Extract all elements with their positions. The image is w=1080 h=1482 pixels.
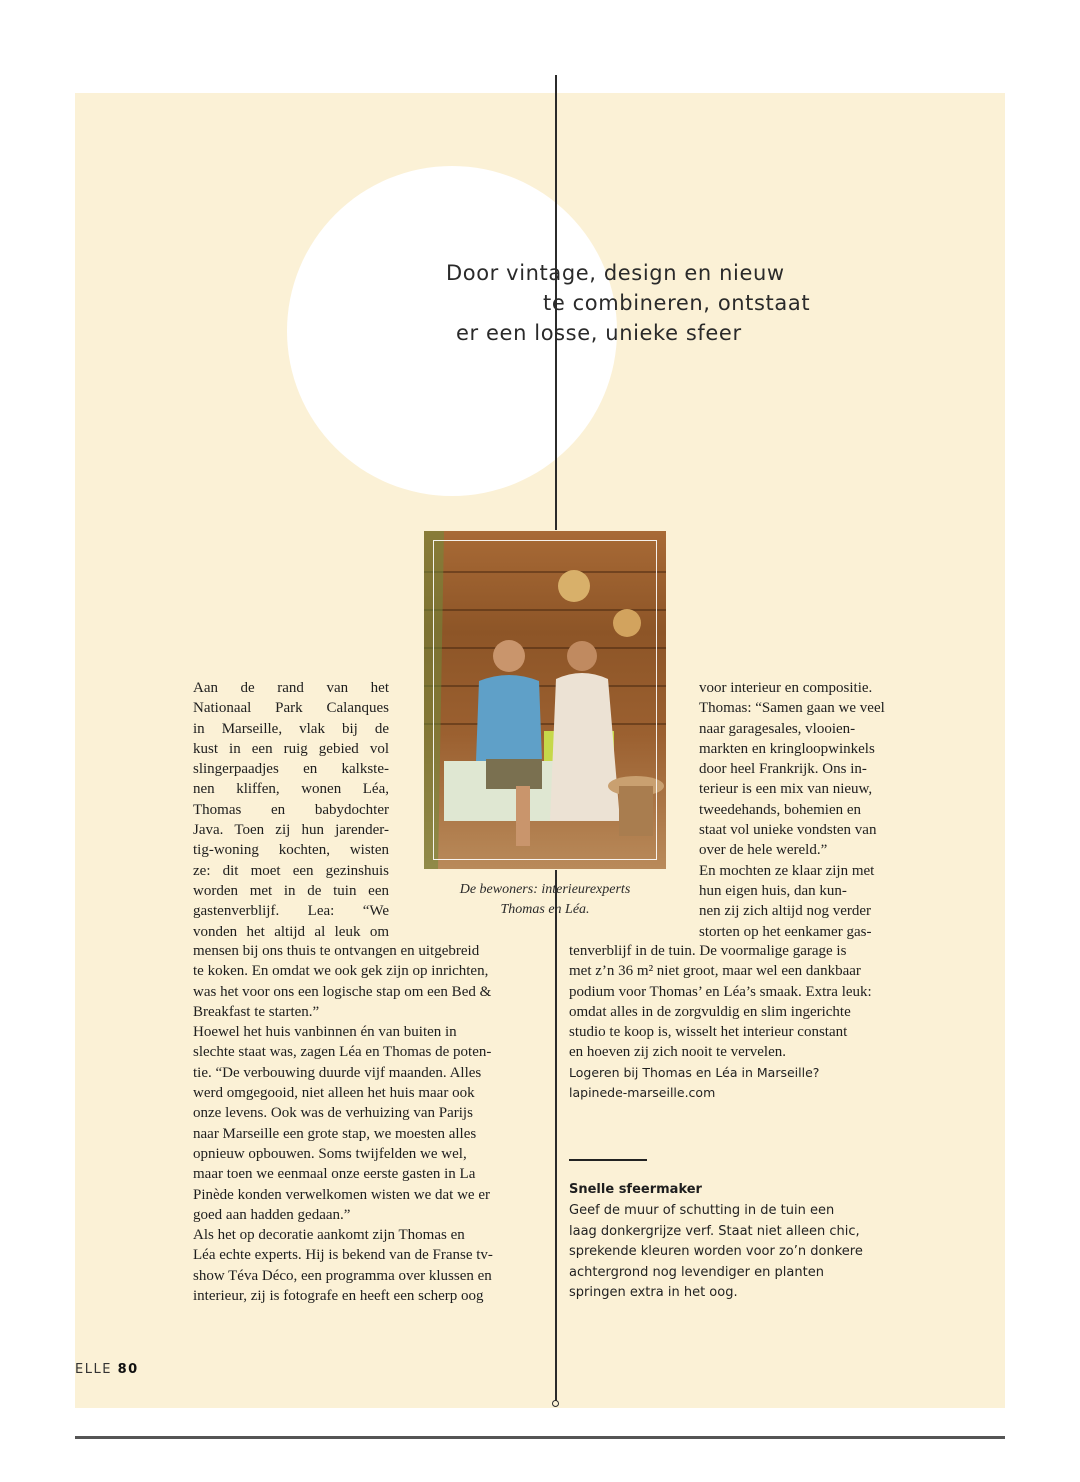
text-line: Aan de rand van het (193, 680, 389, 696)
text-line: onze levens. Ook was de verhuizing van Parijs (193, 1105, 473, 1122)
text-line: gastenverblijf. Lea: “We (193, 903, 389, 920)
text-line: in Marseille, vlak bij de (193, 720, 389, 737)
text-line: te koken. En omdat we ook gek zijn op inrichten, (193, 963, 489, 980)
text-line: studio te koop is, wisselt het interieur constant (569, 1024, 848, 1041)
text-line: tenverblijf in de tuin. De voormalige garage is (569, 943, 847, 959)
text-line: Java. Toen zij hun jarender- (193, 822, 389, 839)
folio-brand: ELLE (75, 1362, 112, 1377)
booking-link[interactable]: lapinede-marseille.com (569, 1085, 716, 1100)
text-line: werd omgegooid, niet alleen het huis maar ook (193, 1085, 475, 1102)
text-line: Nationaal Park Calanques (193, 700, 389, 717)
text-line: over de hele wereld.” (699, 842, 828, 859)
page-bottom-rule (75, 1436, 1005, 1439)
text-line: was het voor ons een logische stap om een Bed & (193, 983, 492, 1000)
text-line: tweedehands, bohemien en (699, 801, 862, 818)
text-line: hun eigen huis, dan kun- (699, 882, 847, 899)
folio-page-number: 80 (117, 1362, 139, 1377)
text-line: storten op het eenkamer gas- (699, 923, 872, 940)
left-column-main (193, 941, 543, 1306)
tip-divider (569, 1159, 647, 1161)
right-column-top (699, 678, 914, 942)
text-line: naar garagesales, vlooien- (699, 720, 856, 737)
text-line: nen kliffen, wonen Léa, (193, 781, 389, 798)
booking-note-line: Logeren bij Thomas en Léa in Marseille? (569, 1065, 820, 1080)
text-line: door heel Frankrijk. Ons in- (699, 761, 867, 778)
pull-quote-line: er een losse, unieke sfeer (456, 321, 742, 345)
text-line: Breakfast te starten.” (193, 1003, 320, 1020)
pull-quote-line: Door vintage, design en nieuw (446, 261, 785, 285)
text-line: Hoewel het huis vanbinnen én van buiten in (193, 1024, 457, 1041)
text-line: Als het op decoratie aankomt zijn Thomas en (193, 1227, 465, 1244)
text-line: met z’n 36 m² niet groot, maar wel een dankbaar (569, 963, 861, 980)
text-line: slingerpaadjes en kalkste- (193, 761, 389, 778)
text-line: goed aan hadden gedaan.” (193, 1206, 351, 1223)
text-line: nen zij zich altijd nog verder (699, 903, 872, 920)
tip-line: achtergrond nog levendiger en planten (569, 1264, 824, 1280)
text-line: en hoeven zij zich nooit te vervelen. (569, 1044, 786, 1061)
text-line: kust in een ruig gebied vol (193, 740, 389, 757)
text-line: vonden het altijd al leuk om (193, 923, 389, 940)
text-line: Thomas: “Samen gaan we veel (699, 700, 885, 717)
text-line: tig-woning kochten, wisten (193, 842, 389, 859)
right-column-main (569, 941, 919, 1063)
tip-title: Snelle sfeermaker (569, 1182, 702, 1197)
photo-caption (424, 880, 666, 920)
couple-photo (424, 531, 666, 869)
pull-quote-line: te combineren, ontstaat (543, 291, 811, 315)
text-line: slechte staat was, zagen Léa en Thomas de poten- (193, 1044, 492, 1061)
text-line: tie. “De verbouwing duurde vijf maanden. Alles (193, 1064, 482, 1081)
text-line: Thomas en babydochter (193, 801, 389, 818)
left-column-top (193, 678, 389, 942)
text-line: voor interieur en compositie. (699, 680, 873, 696)
text-line: show Téva Déco, een programma over klussen en (193, 1267, 492, 1284)
text-line: omdat alles in de zorgvuldig en slim ingerichte (569, 1003, 851, 1020)
tip-line: Geef de muur of schutting in de tuin een (569, 1203, 835, 1218)
vertical-rule-bottom (555, 870, 557, 1402)
tip-line: laag donkergrijze verf. Staat niet alleen chic, (569, 1223, 860, 1239)
text-line: worden met in de tuin een (193, 882, 389, 899)
text-line: podium voor Thomas’ en Léa’s smaak. Extra leuk: (569, 983, 872, 1000)
caption-line: Thomas en Léa. (500, 902, 590, 917)
text-line: markten en kringloopwinkels (699, 740, 875, 757)
rule-end-dot (552, 1400, 559, 1407)
pull-quote (380, 258, 820, 348)
booking-note (569, 1063, 919, 1103)
text-line: Léa echte experts. Hij is bekend van de Franse tv- (193, 1247, 493, 1264)
text-line: mensen bij ons thuis te ontvangen en uitgebreid (193, 943, 480, 959)
tip-line: sprekende kleuren worden voor zo’n donkere (569, 1244, 863, 1259)
text-line: interieur, zij is fotografe en heeft een scherp oog (193, 1288, 484, 1305)
tip-body (569, 1201, 919, 1304)
text-line: Pinède konden verwelkomen wisten we dat we er (193, 1186, 490, 1203)
caption-line: De bewoners: interieurexperts (459, 882, 631, 897)
photo-inner-frame (433, 540, 657, 860)
tip-line: springen extra in het oog. (569, 1285, 738, 1300)
text-line: opnieuw opbouwen. Soms twijfelden we wel, (193, 1145, 467, 1162)
text-line: maar toen we eenmaal onze eerste gasten in La (193, 1166, 476, 1183)
text-line: terieur is een mix van nieuw, (699, 781, 873, 798)
text-line: ze: dit moet een gezinshuis (193, 862, 389, 879)
text-line: En mochten ze klaar zijn met (699, 862, 875, 879)
text-line: naar Marseille een grote stap, we moesten alles (193, 1125, 477, 1142)
page-folio (75, 1362, 139, 1377)
text-line: staat vol unieke vondsten van (699, 822, 877, 839)
